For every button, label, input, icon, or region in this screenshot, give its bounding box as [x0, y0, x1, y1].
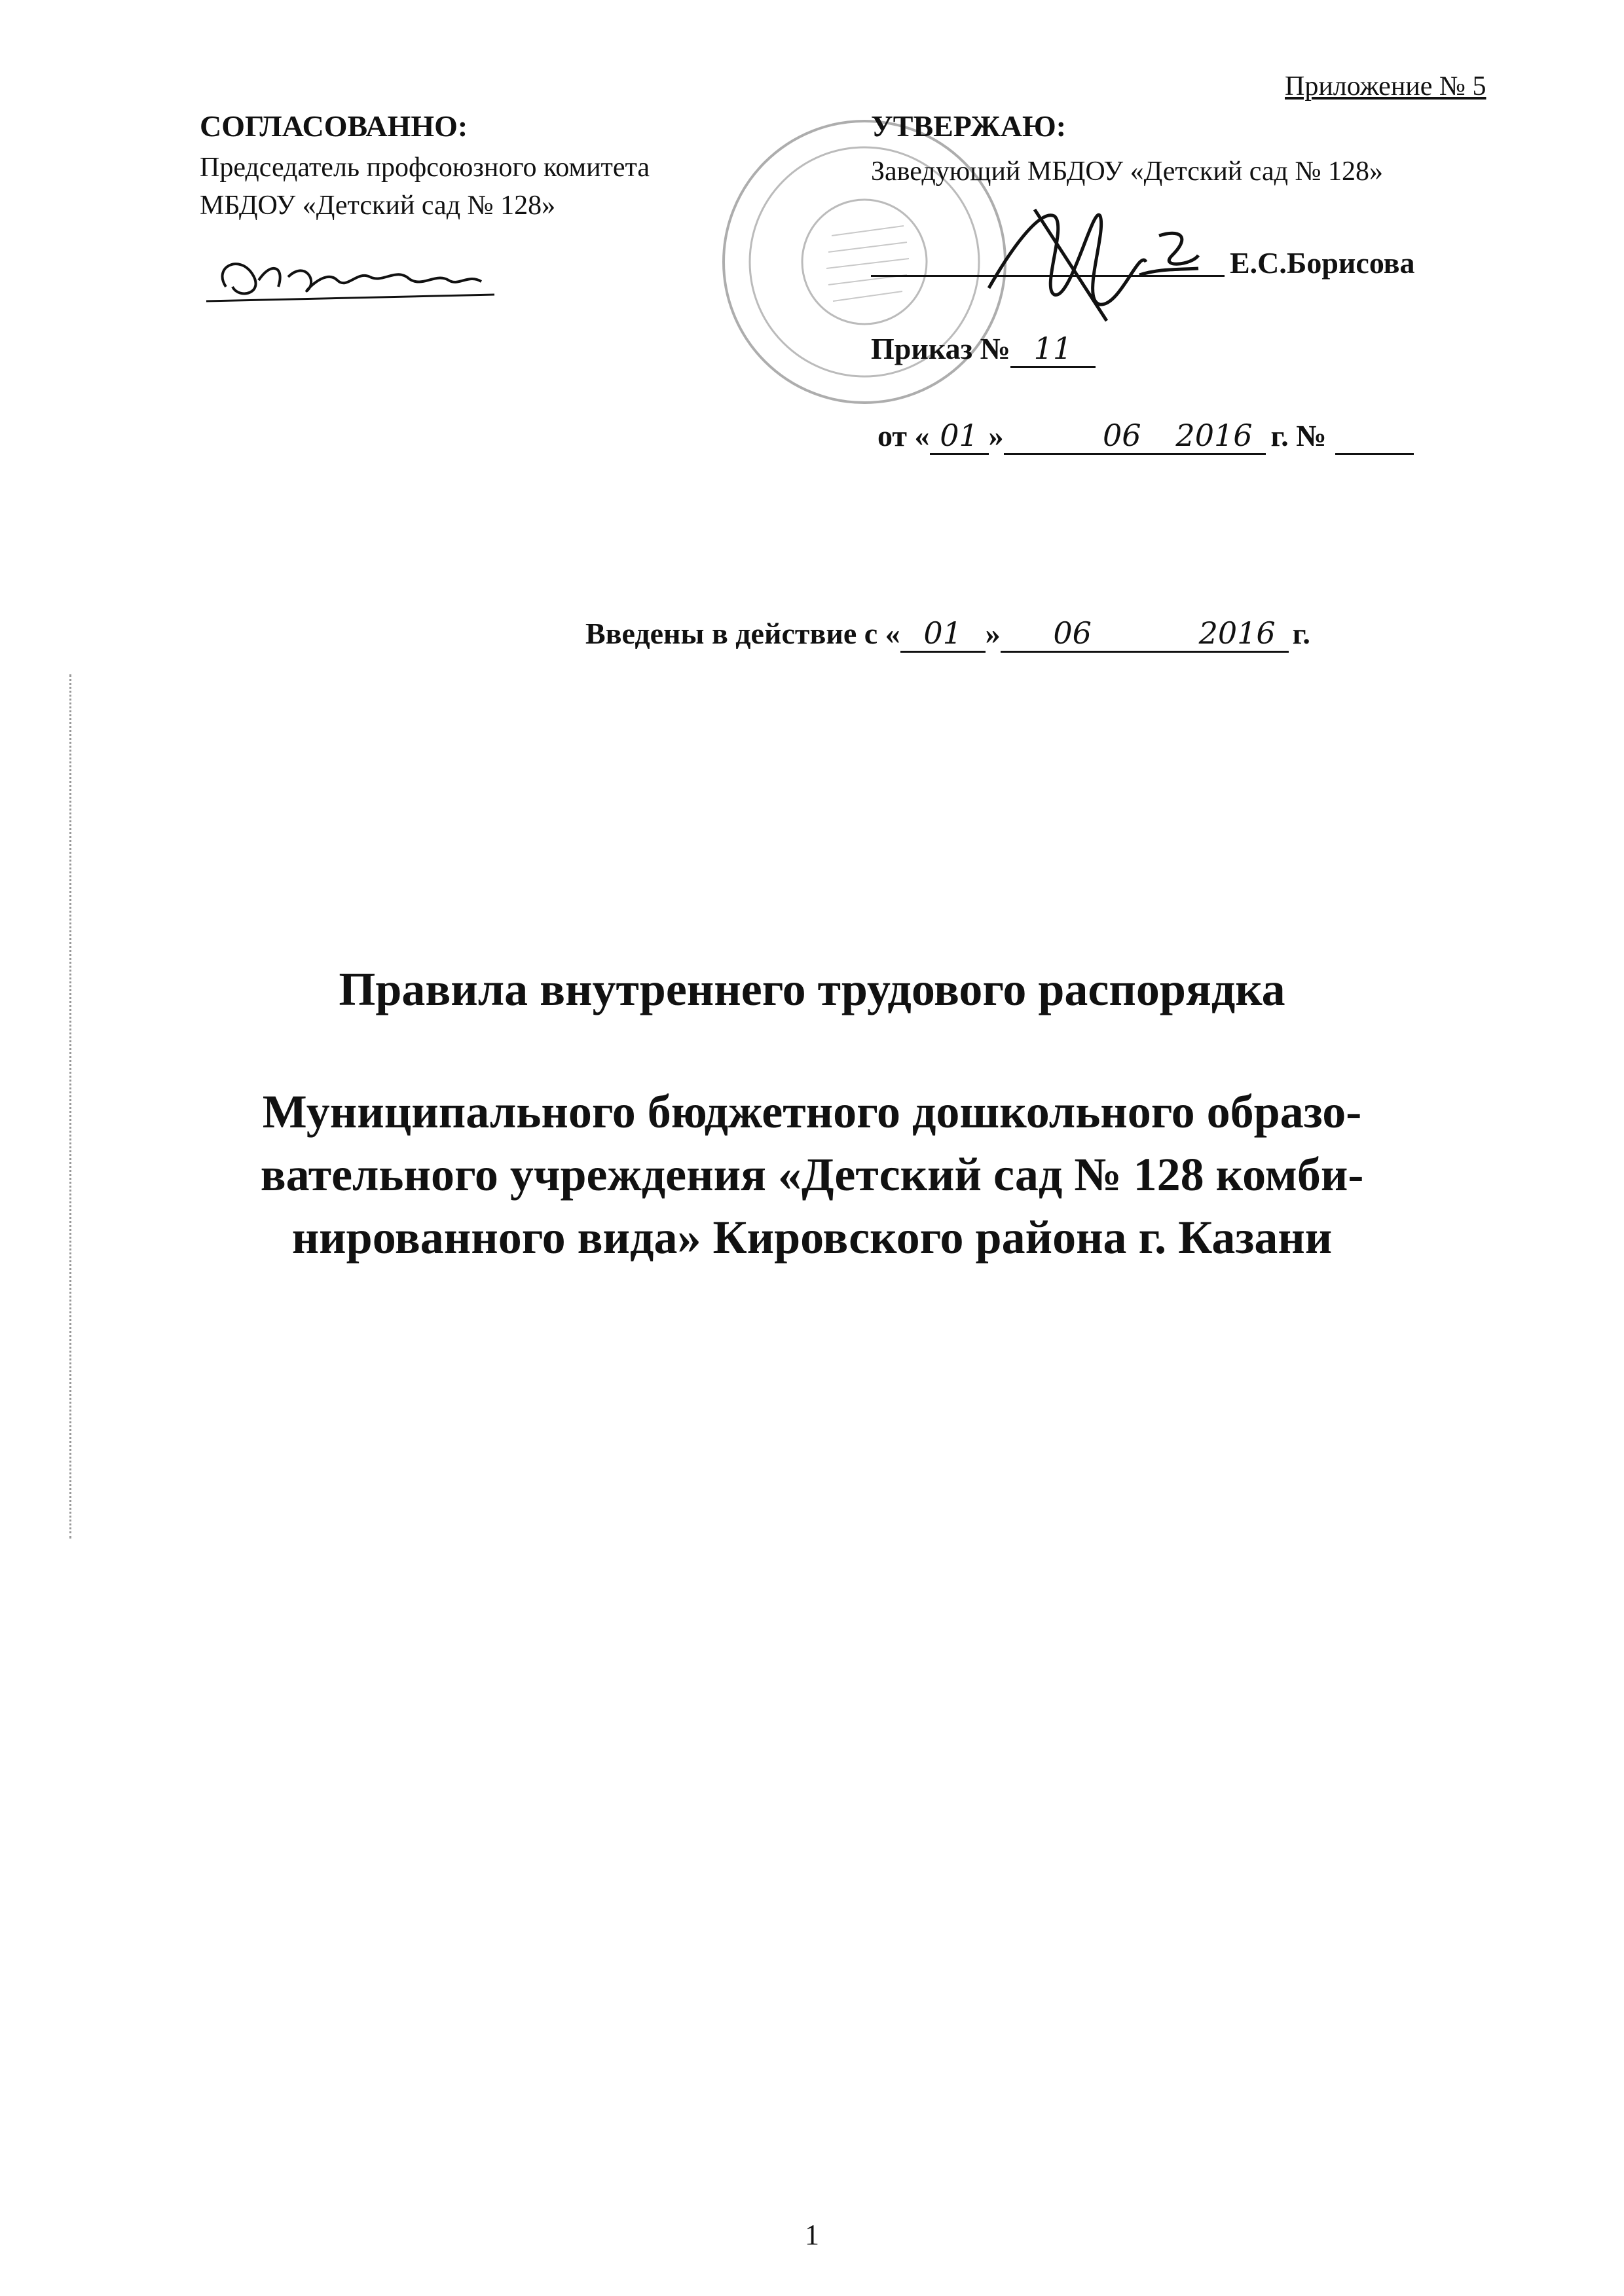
order-date-prefix: от « [877, 419, 930, 452]
order-date-number-blank [1335, 418, 1414, 455]
subtitle-line-3: нированного вида» Кировского района г. Казани [291, 1211, 1333, 1264]
subtitle-line-2: вательного учреждения «Детский сад № 128 комби- [260, 1148, 1364, 1201]
effective-prefix: Введены в действие с « [585, 617, 900, 650]
approve-heading: УТВЕРЖАЮ: [871, 109, 1067, 143]
order-label: Приказ № [871, 332, 1010, 365]
head-signature [943, 190, 1251, 334]
effective-date-line [585, 615, 1310, 653]
appendix-label: Приложение № 5 [1285, 71, 1486, 101]
head-signature-line [871, 275, 1225, 277]
order-date-month: 06 [1004, 418, 1148, 455]
effective-day: 01 [900, 615, 986, 653]
order-date-close: » [988, 419, 1004, 452]
order-date-day: 01 [930, 418, 989, 455]
head-name: Е.С.Борисова [1230, 246, 1415, 280]
page-number: 1 [805, 2219, 819, 2251]
effective-year: 2016 [1145, 615, 1289, 653]
agreed-heading: СОГЛАСОВАННО: [200, 109, 468, 143]
order-date-year: 2016 [1148, 418, 1266, 455]
union-org-name: МБДОУ «Детский сад № 128» [200, 191, 556, 221]
union-chair-signature [200, 241, 501, 313]
order-number: 11 [1010, 331, 1096, 368]
effective-close: » [985, 617, 1001, 650]
order-date-line [877, 418, 1414, 455]
effective-month: 06 [1001, 615, 1145, 653]
head-title: Заведующий МБДОУ «Детский сад № 128» [871, 156, 1384, 187]
subtitle-line-1: Муниципального бюджетного дошкольного образо- [262, 1085, 1362, 1138]
document-subtitle [0, 1080, 1624, 1269]
effective-suffix: г. [1292, 617, 1310, 650]
document-title: Правила внутреннего трудового распорядка [339, 963, 1285, 1015]
order-line [871, 331, 1096, 368]
union-chair-title: Председатель профсоюзного комитета [200, 153, 650, 183]
order-date-suffix: г. № [1270, 419, 1327, 452]
